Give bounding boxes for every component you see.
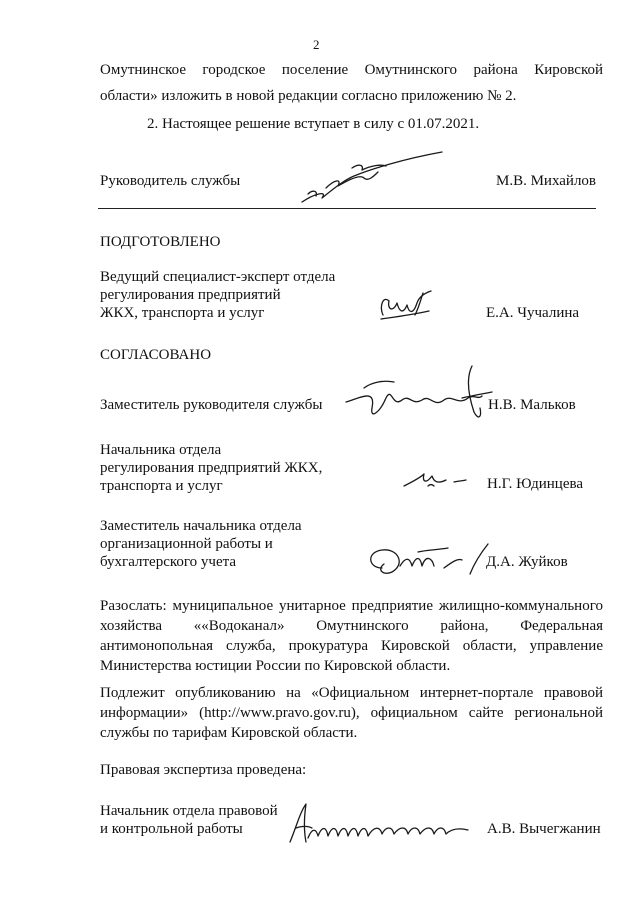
prepared-title-line-2: регулирования предприятий bbox=[100, 287, 281, 303]
legal-review-text: Правовая экспертиза проведена: bbox=[100, 762, 307, 778]
deputy-dept-name: Д.А. Жуйков bbox=[486, 554, 568, 570]
prepared-title-line-3: ЖКХ, транспорта и услуг bbox=[100, 305, 265, 321]
prepared-title-line-1: Ведущий специалист-эксперт отдела bbox=[100, 269, 336, 285]
distribution-line-4: Министерства юстиции России по Кировской области. bbox=[100, 658, 451, 674]
deputy-dept-line-3: бухгалтерского учета bbox=[100, 554, 237, 570]
publication-line-3: службы по тарифам Кировской области. bbox=[100, 725, 358, 741]
distribution-line-3: антимонопольная служба, прокуратура Кировской области, управление bbox=[100, 638, 603, 654]
publication-line-1: Подлежит опубликованию на «Официальном интернет-портале правовой bbox=[100, 685, 603, 701]
prepared-name: Е.А. Чучалина bbox=[486, 305, 580, 321]
deputy-head-name: Н.В. Мальков bbox=[488, 397, 576, 413]
legal-signature-icon bbox=[282, 798, 477, 850]
head-title: Руководитель службы bbox=[100, 173, 241, 189]
intro-line-2: области» изложить в новой редакции согласно приложению № 2. bbox=[100, 88, 517, 104]
clause-2: 2. Настоящее решение вступает в силу с 01.07.2021. bbox=[147, 116, 480, 132]
agreed-heading: СОГЛАСОВАНО bbox=[100, 347, 212, 363]
prepared-heading: ПОДГОТОВЛЕНО bbox=[100, 234, 221, 250]
head-signature-icon bbox=[292, 150, 447, 210]
intro-line-1: Омутнинское городское поселение Омутнинского района Кировской bbox=[100, 62, 603, 78]
dept-head-line-1: Начальника отдела bbox=[100, 442, 222, 458]
distribution-paragraph bbox=[100, 596, 603, 676]
deputy-dept-signature-icon bbox=[362, 538, 492, 583]
legal-title-line-1: Начальник отдела правовой bbox=[100, 803, 278, 819]
legal-title-line-2: и контрольной работы bbox=[100, 821, 243, 837]
dept-head-name: Н.Г. Юдинцева bbox=[487, 476, 584, 492]
deputy-dept-line-1: Заместитель начальника отдела bbox=[100, 518, 302, 534]
page-number: 2 bbox=[313, 37, 320, 52]
head-name: М.В. Михайлов bbox=[496, 173, 597, 189]
publication-line-2: информации» (http://www.pravo.gov.ru), официальном сайте региональной bbox=[100, 705, 603, 721]
deputy-dept-line-2: организационной работы и bbox=[100, 536, 273, 552]
distribution-line-1: Разослать: муниципальное унитарное предприятие жилищно-коммунального bbox=[100, 598, 603, 614]
dept-head-line-3: транспорта и услуг bbox=[100, 478, 223, 494]
deputy-head-signature-icon bbox=[342, 358, 502, 428]
dept-head-line-2: регулирования предприятий ЖКХ, bbox=[100, 460, 323, 476]
deputy-head-title: Заместитель руководителя службы bbox=[100, 397, 323, 413]
intro-paragraph bbox=[100, 60, 603, 107]
dept-head-signature-icon bbox=[398, 466, 472, 494]
divider-line bbox=[98, 208, 596, 209]
legal-name: А.В. Вычегжанин bbox=[487, 821, 601, 837]
prepared-signature-icon bbox=[375, 285, 437, 325]
publication-paragraph bbox=[100, 683, 603, 743]
distribution-line-2: хозяйства ««Водоканал» Омутнинского района, Федеральная bbox=[100, 618, 603, 634]
